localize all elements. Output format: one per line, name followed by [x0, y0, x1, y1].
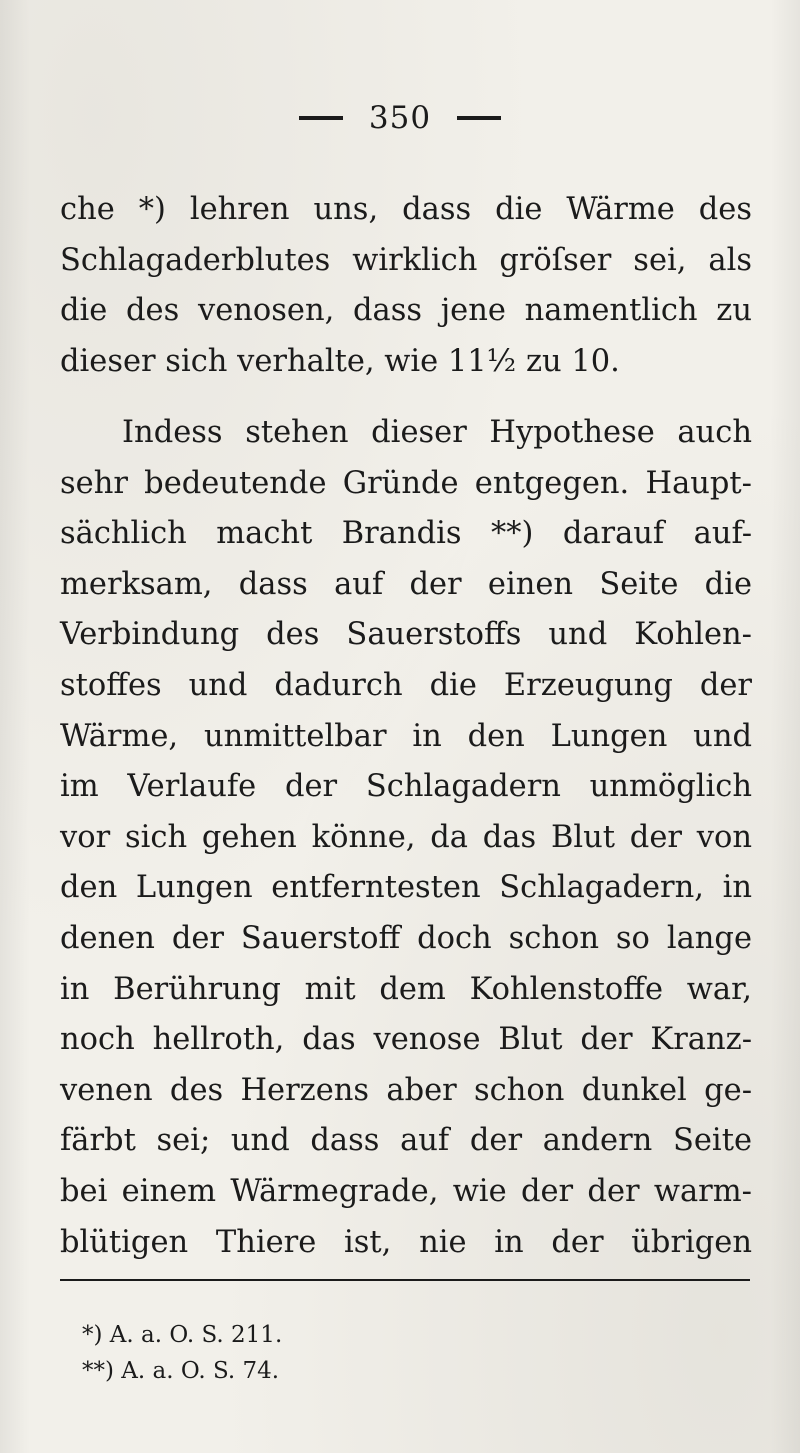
text-line: sächlich macht Brandis **) darauf auf- [60, 516, 752, 552]
text-line: die des venosen, dass jene namentlich zu [60, 293, 752, 329]
text-line: Wärme, unmittelbar in den Lungen und [60, 718, 752, 754]
footnotes [82, 1317, 282, 1389]
text-line: noch hellroth, das venose Blut der Kranz- [60, 1022, 752, 1058]
text-line: dieser sich verhalte, wie 11½ zu 10. [60, 343, 620, 379]
text-line: stoffes und dadurch die Erzeugung der [60, 667, 752, 703]
footnote-divider [60, 1279, 750, 1281]
text-line: merksam, dass auf der einen Seite die [60, 566, 752, 602]
text-line: denen der Sauerstoff doch schon so lange [60, 920, 752, 956]
header-dash-right [457, 116, 501, 120]
text-line: färbt sei; und dass auf der andern Seite [60, 1123, 752, 1159]
text-line: Indess stehen dieser Hypothese auch [122, 415, 752, 450]
text-line: blütigen Thiere ist, nie in der übrigen [60, 1224, 752, 1260]
text-line: Schlagaderblutes wirklich gröſser sei, als [60, 242, 752, 278]
paragraph-1 [60, 185, 752, 387]
text-line: Verbindung des Sauerstoffs und Kohlen- [60, 617, 752, 653]
text-line: im Verlaufe der Schlagadern unmöglich [60, 769, 752, 805]
paragraph-2 [60, 408, 752, 1268]
text-line: bei einem Wärmegrade, wie der der warm- [60, 1173, 752, 1209]
page-header [0, 100, 800, 136]
text-line: venen des Herzens aber schon dunkel ge- [60, 1072, 752, 1108]
text-line: den Lungen entferntesten Schlagadern, in [60, 870, 752, 906]
text-line: in Berührung mit dem Kohlenstoffe war, [60, 971, 752, 1007]
header-dash-left [299, 116, 343, 120]
text-line: sehr bedeutende Gründe entgegen. Haupt- [60, 465, 752, 501]
text-line: che *) lehren uns, dass die Wärme des [60, 192, 752, 227]
footnote-1: *) A. a. O. S. 211. [82, 1322, 283, 1348]
text-line: vor sich gehen könne, da das Blut der von [60, 819, 752, 855]
page-number: 350 [368, 100, 432, 136]
footnote-2: **) A. a. O. S. 74. [82, 1358, 280, 1384]
